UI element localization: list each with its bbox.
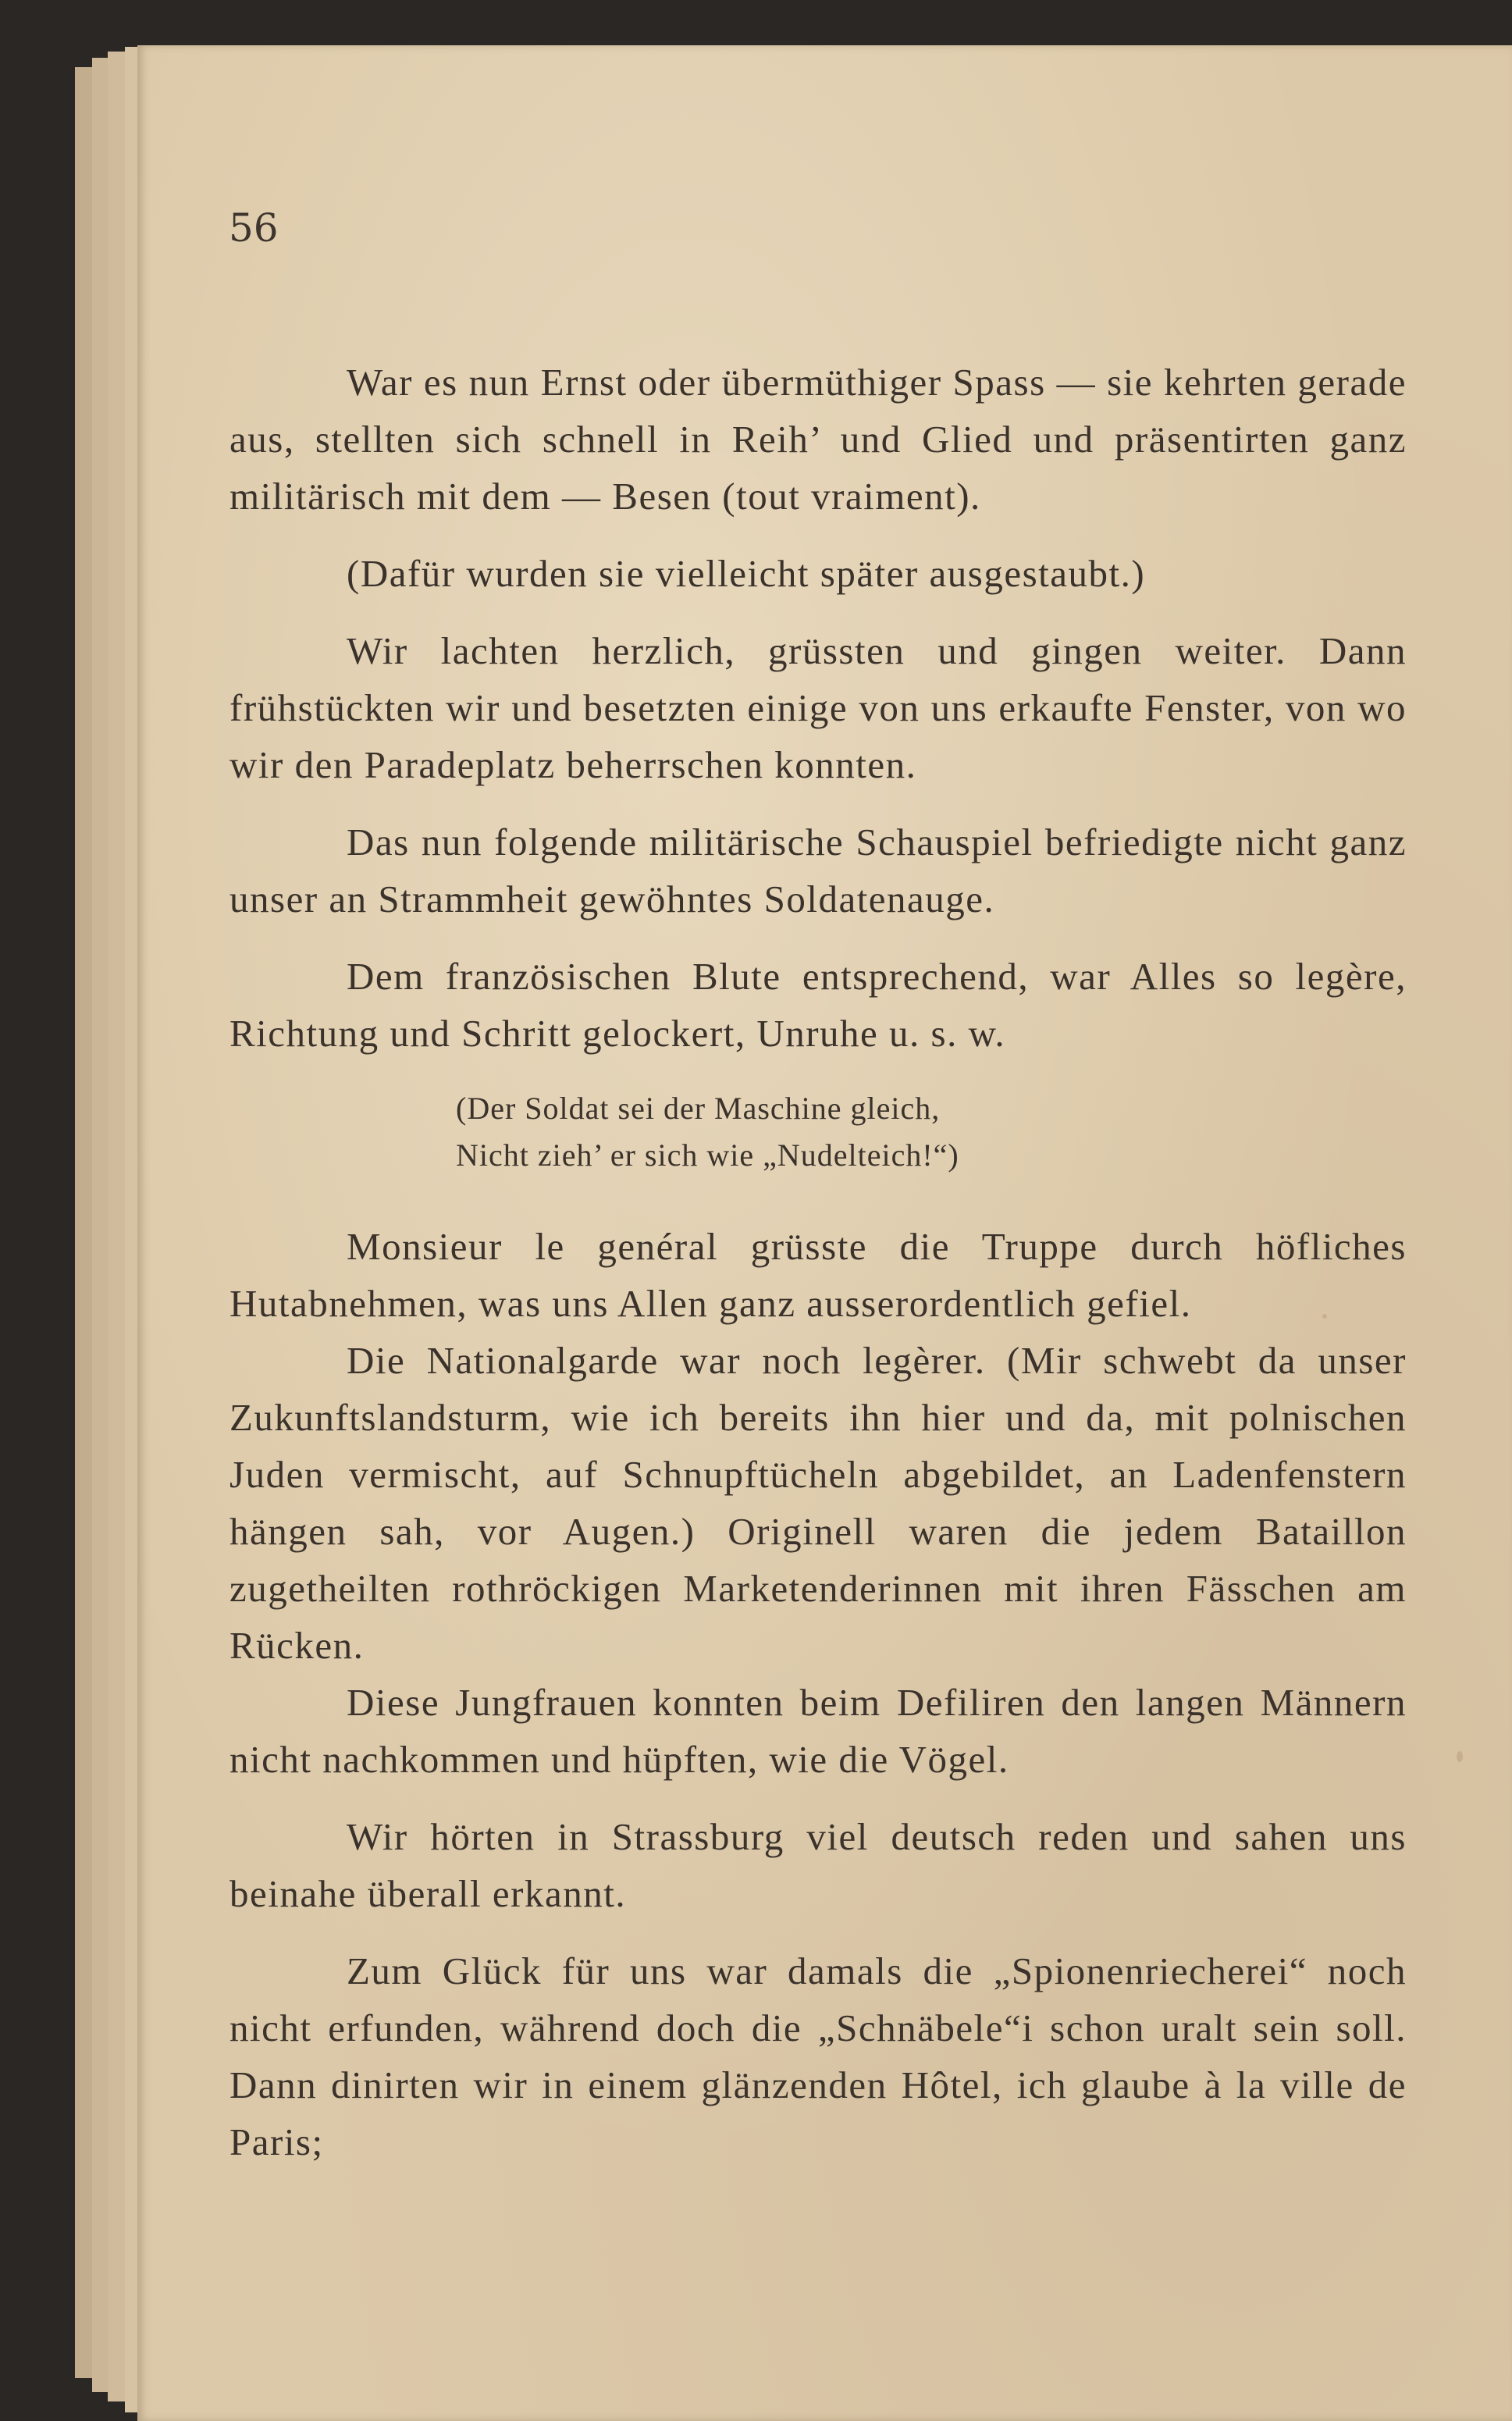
paragraph: Die Nationalgarde war noch legèrer. (Mir schwebt da unser Zukunftslandsturm, wie ich bereits ihn hier und da, mit polnischen Juden vermischt, auf Schnupftücheln abgebildet, an Ladenfenstern hängen sah, vor Augen.) Originell waren die jedem Bataillon zugetheilten rothröckigen Marketenderinnen mit ihren Fässchen am Rücken. — [229, 1339, 1407, 1667]
page-sheet — [137, 45, 1512, 2421]
verse-line: Nicht zieh’ er sich wie „Nudelteich!“) — [456, 1138, 959, 1173]
body-text — [229, 354, 1407, 2170]
paragraph: Diese Jungfrauen konnten beim Defiliren den langen Männern nicht nachkommen und hüpften, wie die Vögel. — [229, 1681, 1407, 1781]
paragraph: Zum Glück für uns war damals die „Spionenriecherei“ noch nicht erfunden, während doch die „Schnäbele“i schon uralt sein soll. Dann dinirten wir in einem glänzenden Hôtel, ich glaube à la ville de Paris; — [229, 1949, 1407, 2163]
paper-blemish — [1457, 1751, 1463, 1762]
verse-quote — [229, 1085, 1407, 1179]
paragraph: Wir hörten in Strassburg viel deutsch reden und sahen uns beinahe überall erkannt. — [229, 1815, 1407, 1915]
paragraph: Das nun folgende militärische Schauspiel befriedigte nicht ganz unser an Strammheit gewöhntes Soldatenauge. — [229, 821, 1407, 920]
paragraph: Wir lachten herzlich, grüssten und gingen weiter. Dann frühstückten wir und besetzten einige von uns erkaufte Fenster, von wo wir den Paradeplatz beherrschen konnten. — [229, 629, 1407, 786]
paragraph: Monsieur le genéral grüsste die Truppe durch höfliches Hutabnehmen, was uns Allen ganz ausserordentlich gefiel. — [229, 1225, 1407, 1325]
paragraph: (Dafür wurden sie vielleicht später ausgestaubt.) — [347, 552, 1146, 595]
paragraph: Dem französischen Blute entsprechend, war Alles so legère, Richtung und Schritt gelockert, Unruhe u. s. w. — [229, 955, 1407, 1055]
paragraph: War es nun Ernst oder übermüthiger Spass — sie kehrten gerade aus, stellten sich schnell in Reih’ und Glied und präsentirten ganz militärisch mit dem — Besen (tout vraiment). — [229, 361, 1407, 518]
page-number: 56 — [229, 205, 279, 251]
verse-line: (Der Soldat sei der Maschine gleich, — [456, 1091, 941, 1126]
